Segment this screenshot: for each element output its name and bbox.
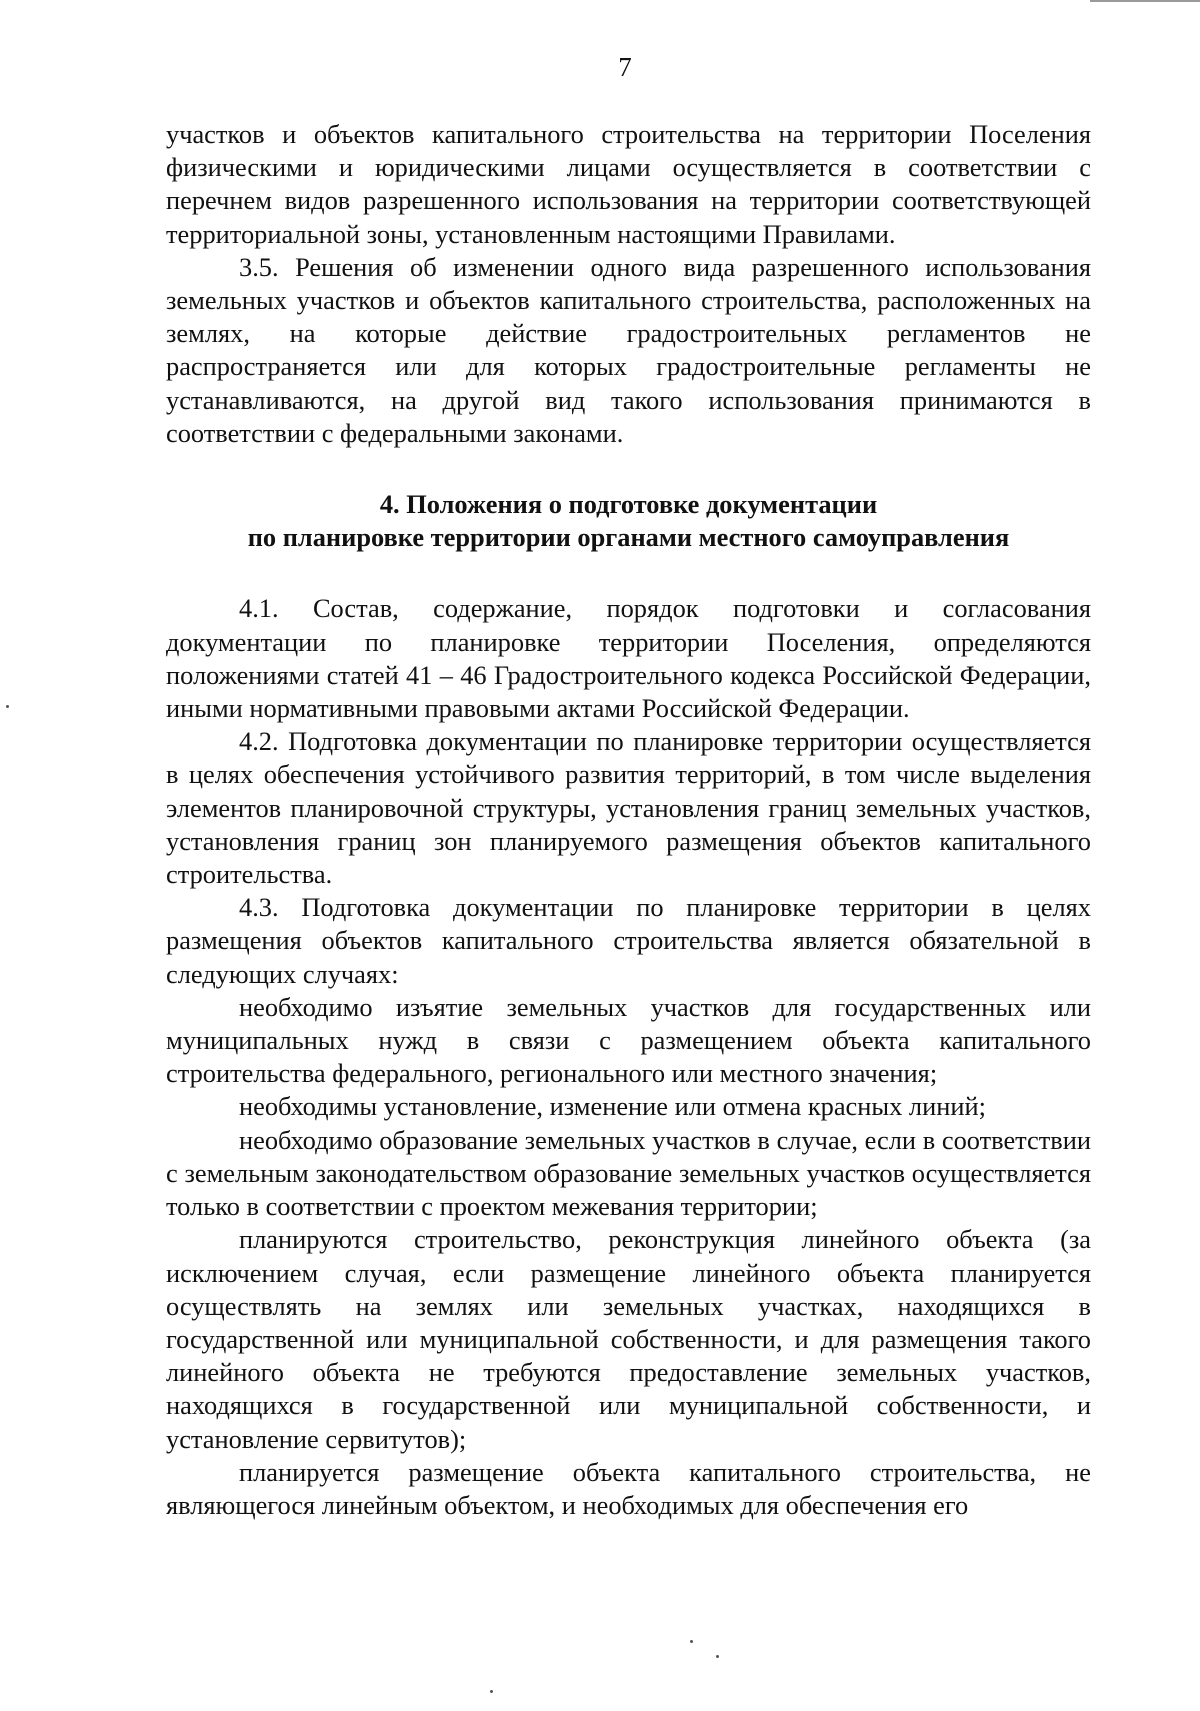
scan-speck bbox=[716, 1655, 719, 1658]
scan-speck bbox=[690, 1640, 693, 1643]
section-heading-line2: по планировке территории органами местного самоуправления bbox=[247, 522, 1010, 553]
document-body bbox=[166, 118, 1091, 1522]
section-heading bbox=[166, 488, 1091, 554]
list-item-linear-object: планируются строительство, реконструкция линейного объекта (за исключением случая, если размещение линейного объекта планируется осуществлять на землях или земельных участках, находящихся в государственной или муниципальной собственности, и для размещения такого линейного объекта не требуются предоставление земельных участков, находящихся в государственной или муниципальной собственности, и установление сервитутов); bbox=[166, 1224, 1091, 1454]
section-heading-line1: 4. Положения о подготовке документации bbox=[379, 489, 878, 520]
list-item-non-linear-object: планируется размещение объекта капитального строительства, не являющегося линейным объектом, и необходимых для обеспечения его bbox=[166, 1456, 1091, 1520]
scan-speck bbox=[490, 1690, 493, 1693]
list-item-land-seizure: необходимо изъятие земельных участков для государственных или муниципальных нужд в связи с размещением объекта капитального строительства федерального, регионального или местного значения; bbox=[166, 991, 1091, 1089]
paragraph-4-3: 4.3. Подготовка документации по планировке территории в целях размещения объектов капитального строительства является обязательной в следующих случаях: bbox=[166, 892, 1091, 989]
list-item-land-formation: необходимо образование земельных участков в случае, если в соответствии с земельным законодательством образование земельных участков осуществляется только в соответствии с проектом межевания территории; bbox=[166, 1124, 1091, 1222]
paragraph-4-2: 4.2. Подготовка документации по планировке территории осуществляется в целях обеспечения устойчивого развития территорий, в том числе выделения элементов планировочной структуры, установления границ земельных участков, установления границ зон планируемого размещения объектов капитального строительства. bbox=[166, 726, 1091, 890]
scan-edge-line bbox=[1090, 0, 1200, 2]
page-number: 7 bbox=[618, 52, 632, 82]
scan-speck bbox=[6, 705, 9, 708]
paragraph-3-5: 3.5. Решения об изменении одного вида разрешенного использования земельных участков и объектов капитального строительства, расположенных на землях, на которые действие градостроительных регламентов не распространяется или для которых градостроительные регламенты не устанавливаются, на другой вид такого использования принимаются в соответствии с федеральными законами. bbox=[166, 251, 1091, 448]
paragraph-continued: участков и объектов капитального строительства на территории Поселения физическими и юридическими лицами осуществляется в соответствии с перечнем видов разрешенного использования на территории соответствующей территориальной зоны, установленным настоящими Правилами. bbox=[166, 119, 1091, 249]
paragraph-4-1: 4.1. Состав, содержание, порядок подготовки и согласования документации по планировке территории Поселения, определяются положениями статей 41 – 46 Градостроительного кодекса Российской Федерации, иными нормативными правовыми актами Российской Федерации. bbox=[166, 593, 1091, 724]
list-item-red-lines: необходимы установление, изменение или отмена красных линий; bbox=[239, 1091, 986, 1122]
